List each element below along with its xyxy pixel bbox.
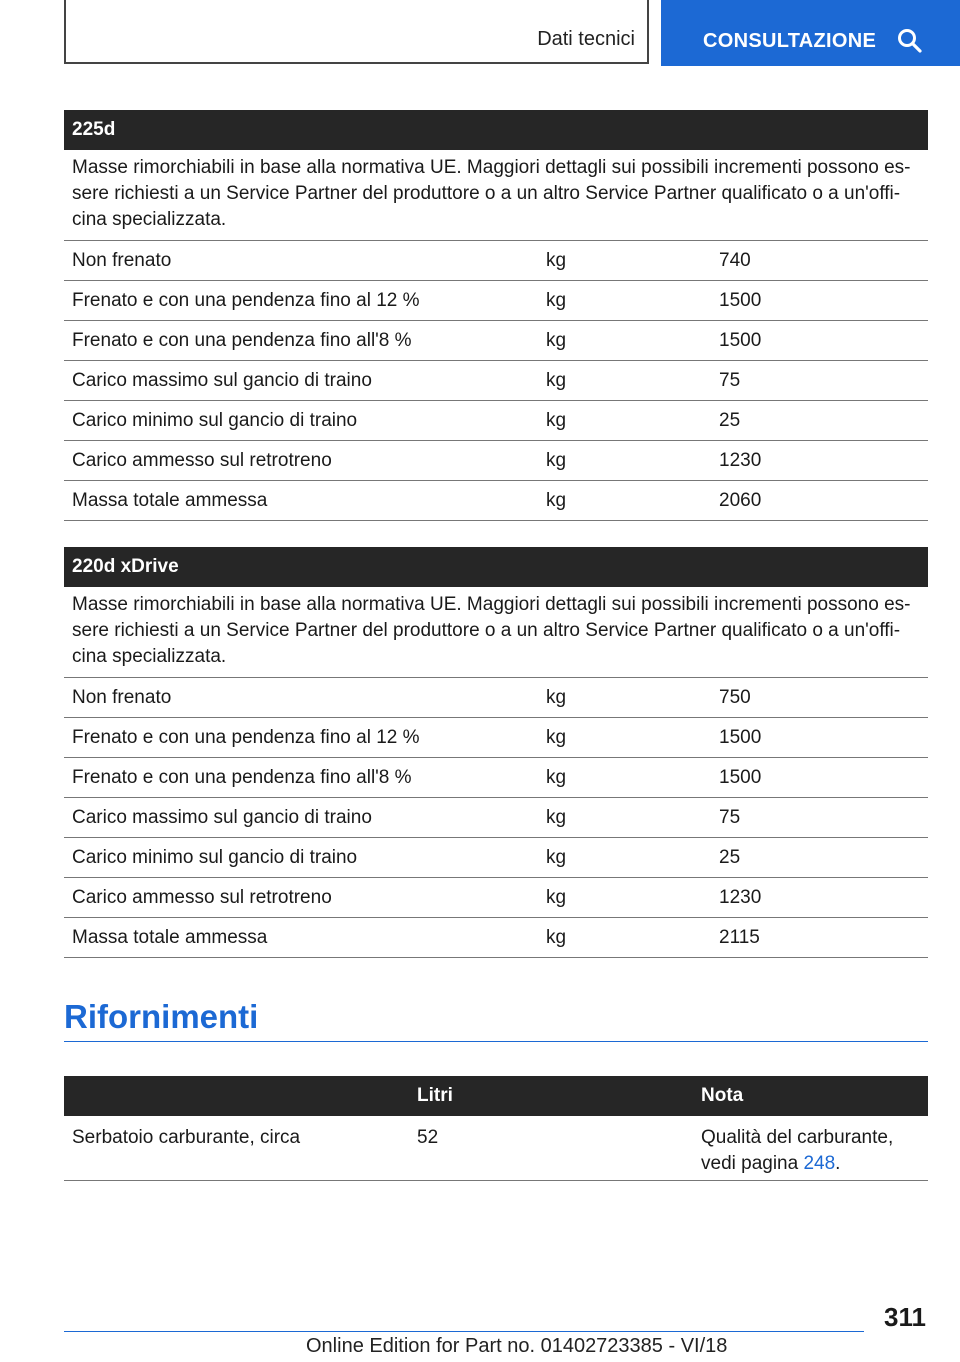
- section-title-rifornimenti: Rifornimenti: [64, 998, 259, 1035]
- table-220d-xdrive: [64, 547, 928, 958]
- footer-edition: Online Edition for Part no. 01402723385 - VI/18: [306, 1335, 728, 1357]
- table-title: 220d xDrive: [64, 547, 928, 587]
- row-label: Carico massimo sul gancio di traino: [72, 807, 372, 828]
- consultazione-button[interactable]: [661, 0, 960, 66]
- row-unit: kg: [546, 450, 567, 471]
- row-label: Frenato e con una pendenza fino al 12 %: [72, 727, 420, 748]
- row-value: 750: [719, 687, 751, 708]
- table-description: Masse rimorchiabili in base alla normativa UE. Maggiori dettagli sui possibili incrementi possono es-sere richiesti a un Service Partner del produttore o a un altro Service Partner qualificato o a un'offi-cina specializzata.: [64, 587, 928, 678]
- table-row: [64, 718, 928, 758]
- table-row: [64, 361, 928, 401]
- row-value: 1500: [719, 290, 762, 311]
- row-label: Frenato e con una pendenza fino al 12 %: [72, 290, 420, 311]
- row-unit: kg: [546, 370, 567, 391]
- row-unit: kg: [546, 927, 567, 948]
- row-unit: kg: [546, 490, 567, 511]
- table-row: [64, 918, 928, 958]
- table-row: [64, 798, 928, 838]
- row-label: Frenato e con una pendenza fino all'8 %: [72, 330, 412, 351]
- table-row: [64, 878, 928, 918]
- nota-line1: Qualità del carburante,: [701, 1127, 894, 1148]
- row-unit: kg: [546, 290, 567, 311]
- row-label: Serbatoio carburante, circa: [72, 1127, 301, 1148]
- table-rifornimenti: [64, 1076, 928, 1181]
- row-unit: kg: [546, 687, 567, 708]
- row-value: 75: [719, 807, 741, 828]
- table-row: [64, 1116, 928, 1181]
- row-unit: kg: [546, 727, 567, 748]
- row-label: Non frenato: [72, 250, 172, 271]
- header-section-tab: [64, 0, 649, 64]
- row-label: Frenato e con una pendenza fino all'8 %: [72, 767, 412, 788]
- table-row: [64, 678, 928, 718]
- page-number: 311: [884, 1302, 926, 1332]
- table-header-row: [64, 1076, 928, 1116]
- footer-divider: [64, 1331, 864, 1332]
- row-value: 25: [719, 847, 741, 868]
- header-section-title: Dati tecnici: [537, 28, 635, 50]
- table-row: [64, 281, 928, 321]
- row-label: Carico ammesso sul retrotreno: [72, 450, 332, 471]
- consultazione-label: CONSULTAZIONE: [703, 30, 877, 52]
- header-litri: Litri: [417, 1085, 453, 1106]
- table-row: [64, 481, 928, 521]
- row-unit: kg: [546, 847, 567, 868]
- row-label: Carico minimo sul gancio di traino: [72, 847, 358, 868]
- row-value: 2115: [719, 927, 760, 948]
- section-divider: [64, 1041, 928, 1042]
- table-row: [64, 401, 928, 441]
- row-value: 1500: [719, 767, 762, 788]
- row-value: 25: [719, 410, 741, 431]
- row-label: Massa totale ammessa: [72, 490, 268, 511]
- table-row: [64, 241, 928, 281]
- row-label: Massa totale ammessa: [72, 927, 268, 948]
- row-value: 1500: [719, 727, 762, 748]
- row-value: 740: [719, 250, 751, 271]
- row-label: Carico ammesso sul retrotreno: [72, 887, 332, 908]
- row-unit: kg: [546, 887, 567, 908]
- nota-suffix: .: [835, 1153, 841, 1174]
- row-value: 75: [719, 370, 741, 391]
- row-value: 1500: [719, 330, 762, 351]
- table-row: [64, 838, 928, 878]
- header-nota: Nota: [701, 1085, 744, 1106]
- row-value: 1230: [719, 887, 762, 908]
- row-unit: kg: [546, 330, 567, 351]
- table-title: 225d: [64, 110, 928, 150]
- row-nota: [701, 1125, 893, 1177]
- row-label: Non frenato: [72, 687, 172, 708]
- search-icon[interactable]: [897, 28, 923, 54]
- nota-prefix: vedi pagina: [701, 1153, 804, 1174]
- row-unit: kg: [546, 807, 567, 828]
- table-row: [64, 321, 928, 361]
- row-label: Carico massimo sul gancio di traino: [72, 370, 372, 391]
- row-label: Carico minimo sul gancio di traino: [72, 410, 358, 431]
- row-value: 2060: [719, 490, 762, 511]
- row-litri: 52: [417, 1127, 439, 1148]
- table-225d: [64, 110, 928, 521]
- row-unit: kg: [546, 410, 567, 431]
- table-row: [64, 758, 928, 798]
- row-unit: kg: [546, 250, 567, 271]
- page-link-248[interactable]: 248: [803, 1153, 836, 1174]
- row-value: 1230: [719, 450, 762, 471]
- row-unit: kg: [546, 767, 567, 788]
- table-row: [64, 441, 928, 481]
- table-description: Masse rimorchiabili in base alla normativa UE. Maggiori dettagli sui possibili incrementi possono es-sere richiesti a un Service Partner del produttore o a un altro Service Partner qualificato o a un'offi-cina specializzata.: [64, 150, 928, 241]
